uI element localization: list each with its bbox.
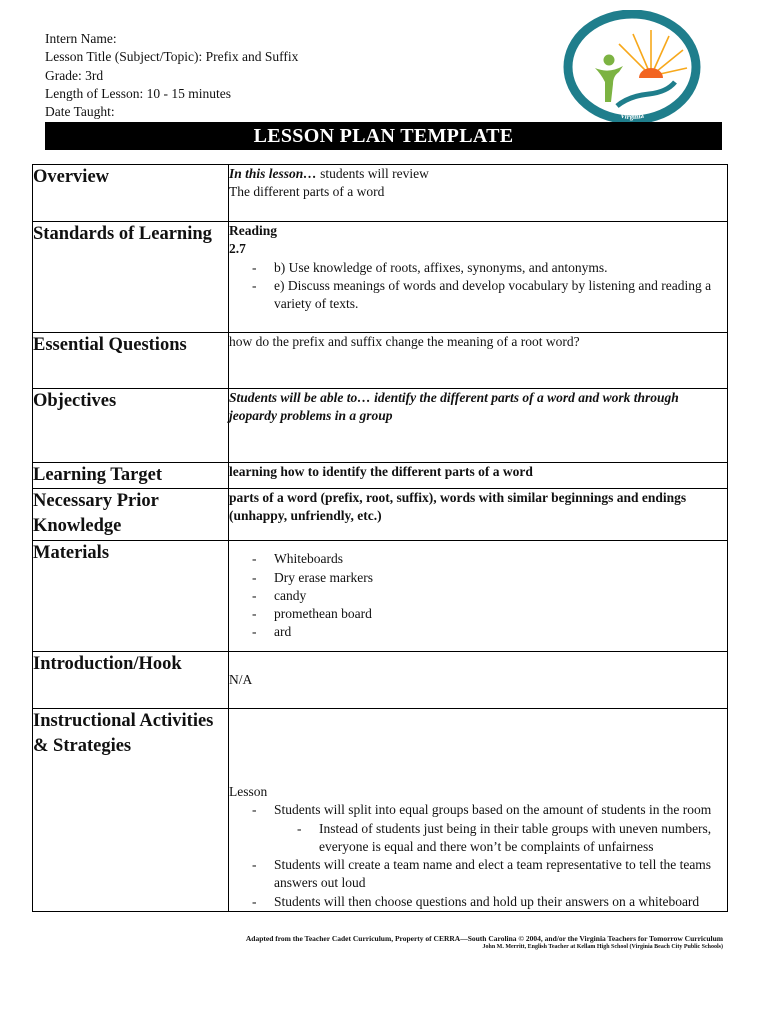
row-label: Introduction/Hook (33, 652, 229, 709)
row-content: N/A (229, 652, 728, 709)
row-content: parts of a word (prefix, root, suffix), words with similar beginnings and endings (unhappy, unfriendly, etc.) (229, 489, 728, 541)
list-item: - Students will then choose questions and hold up their answers on a whiteboard (252, 893, 727, 911)
lesson-header-info (45, 30, 298, 121)
row-label: Essential Questions (33, 333, 229, 389)
list-item: - Instead of students just being in their table groups with uneven numbers, everyone is equal and there won’t be complaints of unfairness (297, 820, 727, 857)
footer-attribution: Adapted from the Teacher Cadet Curriculum, Property of CERRA—South Carolina © 2004, and/or the Virginia Teachers for Tomorrow Curriculum (245, 934, 723, 943)
row-introduction-hook (33, 652, 728, 709)
list-item: - Dry erase markers (252, 569, 727, 587)
row-objectives (33, 389, 728, 463)
row-instructional-activities (33, 709, 728, 912)
grade: Grade: 3rd (45, 67, 104, 83)
list-item: - Students will create a team name and elect a team representative to tell the teams answers out loud (252, 856, 727, 893)
svg-text:Virginia (619, 111, 645, 121)
list-item: - promethean board (252, 605, 727, 623)
list-item: - ard (252, 623, 727, 641)
list-item: - Whiteboards (252, 550, 727, 568)
row-standards (33, 222, 728, 333)
list-item: - b) Use knowledge of roots, affixes, synonyms, and antonyms. (252, 259, 727, 277)
row-label: Learning Target (33, 463, 229, 489)
row-learning-target (33, 463, 728, 489)
row-content (229, 541, 728, 652)
row-label: Materials (33, 541, 229, 652)
row-label: Standards of Learning (33, 222, 229, 333)
logo-bottom-text: Virginia (619, 111, 645, 122)
row-content: learning how to identify the different parts of a word (229, 463, 728, 489)
list-item: - e) Discuss meanings of words and develop vocabulary by listening and reading a variety of texts. (252, 277, 727, 314)
row-prior-knowledge (33, 489, 728, 541)
row-overview (33, 165, 728, 222)
row-label: Overview (33, 165, 229, 222)
row-label: Necessary Prior Knowledge (33, 489, 229, 541)
lesson-plan-table (32, 164, 728, 912)
row-content: how do the prefix and suffix change the meaning of a root word? (229, 333, 728, 389)
intern-name: Intern Name: (45, 31, 117, 46)
row-materials (33, 541, 728, 652)
list-item: - Students will split into equal groups based on the amount of students in the room - Instead of students just being in their table groups with uneven numbers, everyone is equal and there won’t be complaints of unfairness (252, 801, 727, 856)
row-content: Students will be able to… identify the different parts of a word and work through jeopardy problems in a group (229, 389, 728, 463)
row-label: Objectives (33, 389, 229, 463)
page-title: LESSON PLAN TEMPLATE (45, 122, 722, 150)
row-essential-questions (33, 333, 728, 389)
list-item: - candy (252, 587, 727, 605)
lesson-title: Lesson Title (Subject/Topic): Prefix and Suffix (45, 49, 299, 65)
lesson-length: Length of Lesson: 10 - 15 minutes (45, 85, 231, 101)
logo-top-text: Teachers for Tomorrow (578, 17, 654, 63)
row-label: Instructional Activities & Strategies (33, 709, 229, 912)
row-content: Lesson - Students will split into equal groups based on the amount of students in the room - Instead of students just being in their table groups with uneven numbers, everyone is equal and there won’t be complaints of unfairness - Students will create a team name and elect a team representative to tell the teams answers out loud - Students will then choose questions and hold up their answers on a whiteboard (229, 709, 728, 912)
row-content: In this lesson… students will review The different parts of a word (229, 165, 728, 222)
teachers-for-tomorrow-logo (563, 10, 701, 124)
footer-author: John M. Merritt, English Teacher at Kellam High School (Virginia Beach City Public Schools) (482, 944, 723, 950)
row-content: Reading 2.7 - b) Use knowledge of roots, affixes, synonyms, and antonyms. - e) Discuss meanings of words and develop vocabulary by listening and reading a variety of texts. (229, 222, 728, 333)
date-taught: Date Taught: (45, 104, 115, 120)
